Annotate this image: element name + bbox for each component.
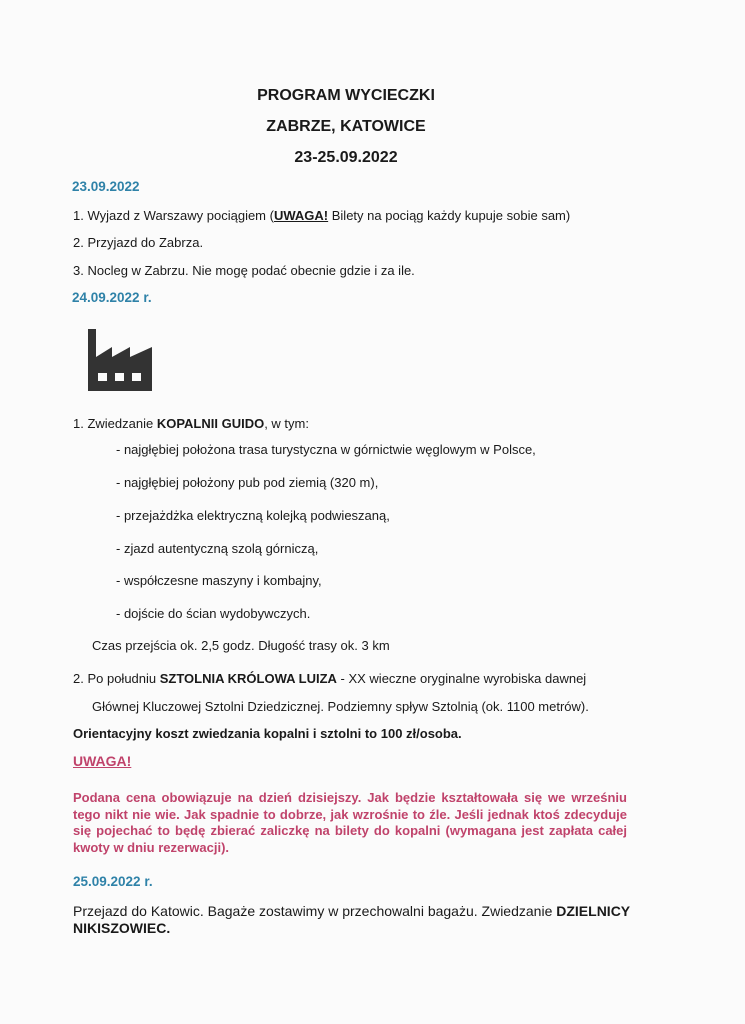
day2-item1-text: 1. Zwiedzanie [73,416,157,431]
day3-text-bold: DZIELNICY [556,903,631,919]
warning-text: Podana cena obowiązuje na dzień dzisiejszy. Jak będzie kształtowała się we wrześniu tego nikt nie wie. Jak spadnie to dobrze, jak wzrośnie to źle. Jeśli jednak ktoś zdecyduje się pojechać to będę zbierać zaliczkę na bilety do kopalni (wymagana jest zapłata całej kwoty w dniu rezerwacji). [73,790,627,855]
day2-item2-text-end: - XX wieczne oryginalne wyrobiska dawnej [336,671,587,686]
bullet-item: - najgłębiej położona trasa turystyczna w górnictwie węglowym w Polsce, [116,442,536,457]
day2-item2-text: 2. Po południu [73,671,160,686]
day2-item1 [73,416,309,431]
day2-item2 [73,671,586,686]
day1-item1-text-end: Bilety na pociąg każdy kupuje sobie sam) [328,208,571,223]
day2-date: 24.09.2022 r. [72,290,152,305]
title-line-2: ZABRZE, KATOWICE [266,118,426,135]
bullet-item: - współczesne maszyny i kombajny, [116,573,322,588]
day2-cost: Orientacyjny koszt zwiedzania kopalni i sztolni to 100 zł/osoba. [73,726,462,741]
day3-text-continuation: NIKISZOWIEC. [73,920,171,936]
bullet-item: - dojście do ścian wydobywczych. [116,606,311,621]
title-line-3: 23-25.09.2022 [294,149,398,166]
day1-item3: 3. Nocleg w Zabrzu. Nie mogę podać obecnie gdzie i za ile. [73,263,415,278]
bullet-item: - zjazd autentyczną szolą górniczą, [116,541,319,556]
day3-date: 25.09.2022 r. [73,874,153,889]
day1-item1-warning: UWAGA! [273,208,329,223]
day2-item2-continuation: Głównej Kluczowej Sztolni Dziedzicznej. Podziemny spływ Sztolnią (ok. 1100 metrów). [92,699,589,714]
day2-duration: Czas przejścia ok. 2,5 godz. Długość trasy ok. 3 km [92,638,390,653]
day2-item2-bold: SZTOLNIA KRÓLOWA LUIZA [159,671,337,686]
bullet-item: - najgłębiej położony pub pod ziemią (320 m), [116,475,379,490]
day2-item1-text-end: , w tym: [264,416,309,431]
title-line-1: PROGRAM WYCIECZKI [257,87,435,104]
bullet-item: - przejażdżka elektryczną kolejką podwieszaną, [116,508,390,523]
day1-item1 [73,208,570,223]
day1-item2: 2. Przyjazd do Zabrza. [73,235,204,250]
day3-text-main: Przejazd do Katowic. Bagaże zostawimy w przechowalni bagażu. Zwiedzanie [73,903,557,919]
day1-date: 23.09.2022 [72,179,140,194]
factory-icon [88,329,154,391]
day3-text [73,903,630,919]
day1-item1-text: 1. Wyjazd z Warszawy pociągiem ( [73,208,274,223]
warning-heading: UWAGA! [73,753,132,769]
day2-item1-bold: KOPALNII GUIDO [156,416,265,431]
